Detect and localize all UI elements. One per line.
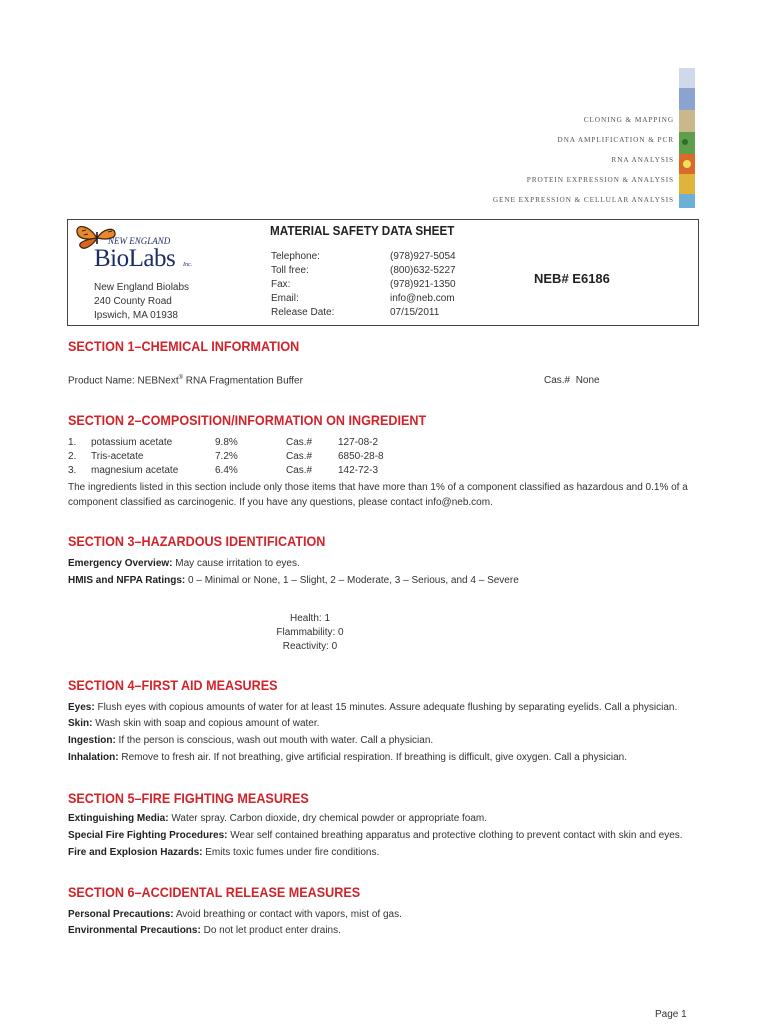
first-aid-label: Skin: — [68, 718, 93, 729]
section-6-title: SECTION 6–ACCIDENTAL RELEASE MEASURES — [68, 884, 361, 900]
fire-fighting-label: Special Fire Fighting Procedures: — [68, 830, 228, 841]
registered-mark: ® — [178, 375, 184, 381]
fire-fighting-item — [68, 813, 487, 824]
category-item: RNA ANALYSIS — [611, 155, 674, 164]
category-item: CLONING & MAPPING — [583, 115, 674, 124]
contact-value[interactable]: info@neb.com — [390, 293, 455, 304]
release-measure-text: Avoid breathing or contact with vapors, mist of gas. — [173, 909, 402, 920]
ingredient-pct: 7.2% — [215, 451, 238, 462]
rating-reactivity: Reactivity: 0 — [282, 641, 338, 652]
first-aid-label: Eyes: — [68, 702, 95, 713]
hazard-ratings-text: 0 – Minimal or None, 1 – Slight, 2 – Moderate, 3 – Serious, and 4 – Severe — [185, 575, 519, 586]
first-aid-label: Ingestion: — [68, 735, 116, 746]
cas-value: None — [575, 375, 600, 386]
category-item: PROTEIN EXPRESSION & ANALYSIS — [526, 175, 674, 184]
contact-label: Telephone: — [271, 251, 320, 262]
contact-label: Fax: — [271, 279, 291, 290]
first-aid-text: Flush eyes with copious amounts of water for at least 15 minutes. Assure adequate flushing by separating eyelids. Call a physician. — [94, 702, 678, 713]
first-aid-label: Inhalation: — [68, 752, 119, 763]
logo-text-top: NEW ENGLAND — [108, 236, 171, 246]
ingredient-pct: 6.4% — [215, 465, 238, 476]
address-line: New England Biolabs — [94, 282, 190, 293]
first-aid-text: Remove to fresh air. If not breathing, give artificial respiration. If breathing is difficult, give oxygen. Call a physician. — [118, 752, 627, 763]
address-line: 240 County Road — [94, 296, 172, 307]
ingredient-cas-label: Cas.# — [286, 465, 313, 476]
logo-text-main: BioLabs — [94, 245, 176, 272]
fire-fighting-label: Extinguishing Media: — [68, 813, 169, 824]
photo-strip-image — [679, 68, 695, 208]
release-measure-label: Personal Precautions: — [68, 909, 174, 920]
cas-label: Cas.# — [544, 375, 571, 386]
rating-flammability: Flammability: 0 — [276, 627, 344, 638]
ingredient-cas-label: Cas.# — [286, 451, 313, 462]
release-measure-item — [68, 925, 341, 936]
section-3-title: SECTION 3–HAZARDOUS IDENTIFICATION — [68, 533, 326, 549]
fire-fighting-label: Fire and Explosion Hazards: — [68, 847, 203, 858]
release-measure-item — [68, 909, 402, 920]
section-1-title: SECTION 1–CHEMICAL INFORMATION — [68, 338, 300, 354]
emergency-overview-label: Emergency Overview: — [68, 558, 173, 569]
section-4-title: SECTION 4–FIRST AID MEASURES — [68, 677, 278, 693]
section-2-title: SECTION 2–COMPOSITION/INFORMATION ON INGREDIENT — [68, 412, 427, 428]
fire-fighting-item — [68, 847, 379, 858]
first-aid-text: Wash skin with soap and copious amount of water. — [92, 718, 320, 729]
ingredient-row — [68, 451, 468, 465]
contact-value: 07/15/2011 — [390, 307, 440, 318]
product-cas — [544, 375, 600, 386]
catalog-number: NEB# E6186 — [534, 271, 610, 286]
address-line: Ipswich, MA 01938 — [94, 310, 178, 321]
emergency-overview-text: May cause irritation to eyes. — [172, 558, 300, 569]
rating-health: Health: 1 — [289, 613, 331, 624]
release-measure-text: Do not let product enter drains. — [200, 925, 341, 936]
ingredient-name: Tris-acetate — [91, 451, 144, 462]
ingredient-num: 3. — [68, 465, 77, 476]
contact-label: Toll free: — [271, 265, 309, 276]
fire-fighting-item — [68, 830, 683, 841]
category-item: DNA AMPLIFICATION & PCR — [557, 135, 674, 144]
first-aid-text: If the person is conscious, wash out mouth with water. Call a physician. — [115, 735, 434, 746]
ingredient-num: 2. — [68, 451, 77, 462]
ingredient-row — [68, 465, 468, 479]
document-title: MATERIAL SAFETY DATA SHEET — [270, 223, 455, 238]
hazard-ratings — [68, 575, 519, 586]
contact-label: Release Date: — [271, 307, 335, 318]
ingredient-name: potassium acetate — [91, 437, 173, 448]
category-item: GENE EXPRESSION & CELLULAR ANALYSIS — [492, 195, 674, 204]
logo-text-suffix: Inc. — [183, 262, 193, 268]
fire-fighting-text: Wear self contained breathing apparatus and protective clothing to prevent contact with skin and eyes. — [227, 830, 683, 841]
ingredient-pct: 9.8% — [215, 437, 238, 448]
product-name-prefix: Product Name: NEBNext — [68, 375, 179, 387]
first-aid-item — [68, 752, 627, 763]
product-name — [68, 375, 303, 386]
category-list — [493, 114, 674, 214]
release-measure-label: Environmental Precautions: — [68, 925, 201, 936]
emergency-overview — [68, 558, 300, 569]
contact-value: (978)921-1350 — [390, 279, 456, 290]
ingredient-num: 1. — [68, 437, 77, 448]
first-aid-item — [68, 702, 677, 713]
section-5-title: SECTION 5–FIRE FIGHTING MEASURES — [68, 790, 309, 806]
ingredient-row — [68, 437, 468, 451]
hazard-ratings-label: HMIS and NFPA Ratings: — [68, 575, 186, 586]
ingredient-cas-label: Cas.# — [286, 437, 313, 448]
page-number: Page 1 — [655, 1009, 687, 1020]
contact-value: (800)632-5227 — [390, 265, 456, 276]
ingredient-note: The ingredients listed in this section include only those items that have more than 1% of a component classified as hazardous and 0.1% of a component classified as carcinogenic. If you have any questions, please contact info@neb.com. — [68, 482, 688, 508]
first-aid-item — [68, 718, 319, 729]
ingredient-name: magnesium acetate — [91, 465, 179, 476]
contact-label: Email: — [271, 293, 299, 304]
ingredient-cas: 127-08-2 — [338, 437, 379, 448]
product-name-suffix: RNA Fragmentation Buffer — [183, 375, 303, 387]
first-aid-item — [68, 735, 433, 746]
ingredient-cas: 6850-28-8 — [338, 451, 384, 462]
contact-value: (978)927-5054 — [390, 251, 456, 262]
ingredient-cas: 142-72-3 — [338, 465, 379, 476]
fire-fighting-text: Water spray. Carbon dioxide, dry chemical powder or appropriate foam. — [168, 813, 488, 824]
fire-fighting-text: Emits toxic fumes under fire conditions. — [202, 847, 380, 858]
